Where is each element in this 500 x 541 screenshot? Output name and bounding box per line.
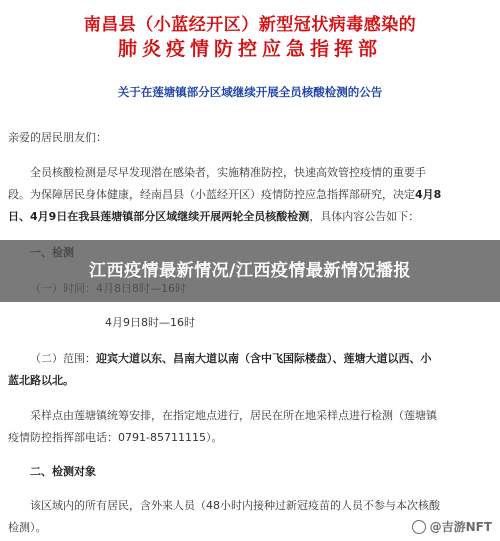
paragraph1-line2-text: 段。为保障居民身体健康，经南昌县（小蓝经开区）疫情防控应急指挥部研究，决定 [8,188,415,201]
paragraph1-line3-tail: ，具体内容公告如下： [309,210,420,223]
time-value-2: 4月9日8时—16时 [105,316,195,329]
paragraph3-line1: 该区域内的所有居民，含外来人员（48小时内接种过新冠疫苗的人员不参与本次核酸 [30,499,440,512]
paragraph1-line3 [8,208,419,224]
paragraph1-date-bold: 4月8 [415,188,442,201]
notice-subtitle: 关于在莲塘镇部分区域继续开展全员核酸检测的公告 [117,85,383,99]
paragraph2-line2: 疫情防控指挥部电话：0791-85711115）。 [8,431,223,444]
scope-value: 迎宾大道以东、昌南大道以南（含中飞国际楼盘）、莲塘大道以西、小 [96,352,432,365]
paragraph1-bold-text: 日、4月9日在我县莲塘镇部分区域继续开展两轮全员核酸检测 [8,210,310,223]
scope-value-line2: 蓝北路以北。 [8,374,74,387]
scope-label: （二）范围： [30,352,96,365]
paragraph1-line1: 全员核酸检测是尽早发现潜在感染者，实施精准防控，快速高效管控疫情的重要手 [30,166,426,179]
paragraph3-line2: 检测）。 [8,521,47,534]
section2-heading: 二、检测对象 [30,465,96,478]
greeting: 亲爱的居民朋友们： [8,131,107,144]
watermark-text: @吉游NFT [429,520,492,534]
notice-title-line1: 南昌县（小蓝经开区）新型冠状病毒感染的 [83,15,417,35]
notice-title-line2: 肺炎疫情防控应急指挥部 [117,38,382,60]
circle-logo-icon [412,520,426,534]
paragraph1-line2 [8,186,441,202]
source-watermark [412,518,492,535]
headline-banner [0,240,500,302]
paragraph2-line1: 采样点由莲塘镇统筹安排，在指定地点进行，居民在所在地采样点进行检测（莲塘镇 [30,409,437,422]
headline-banner-text: 江西疫情最新情况/江西疫情最新情况播报 [89,261,411,281]
scope-row [30,350,432,366]
